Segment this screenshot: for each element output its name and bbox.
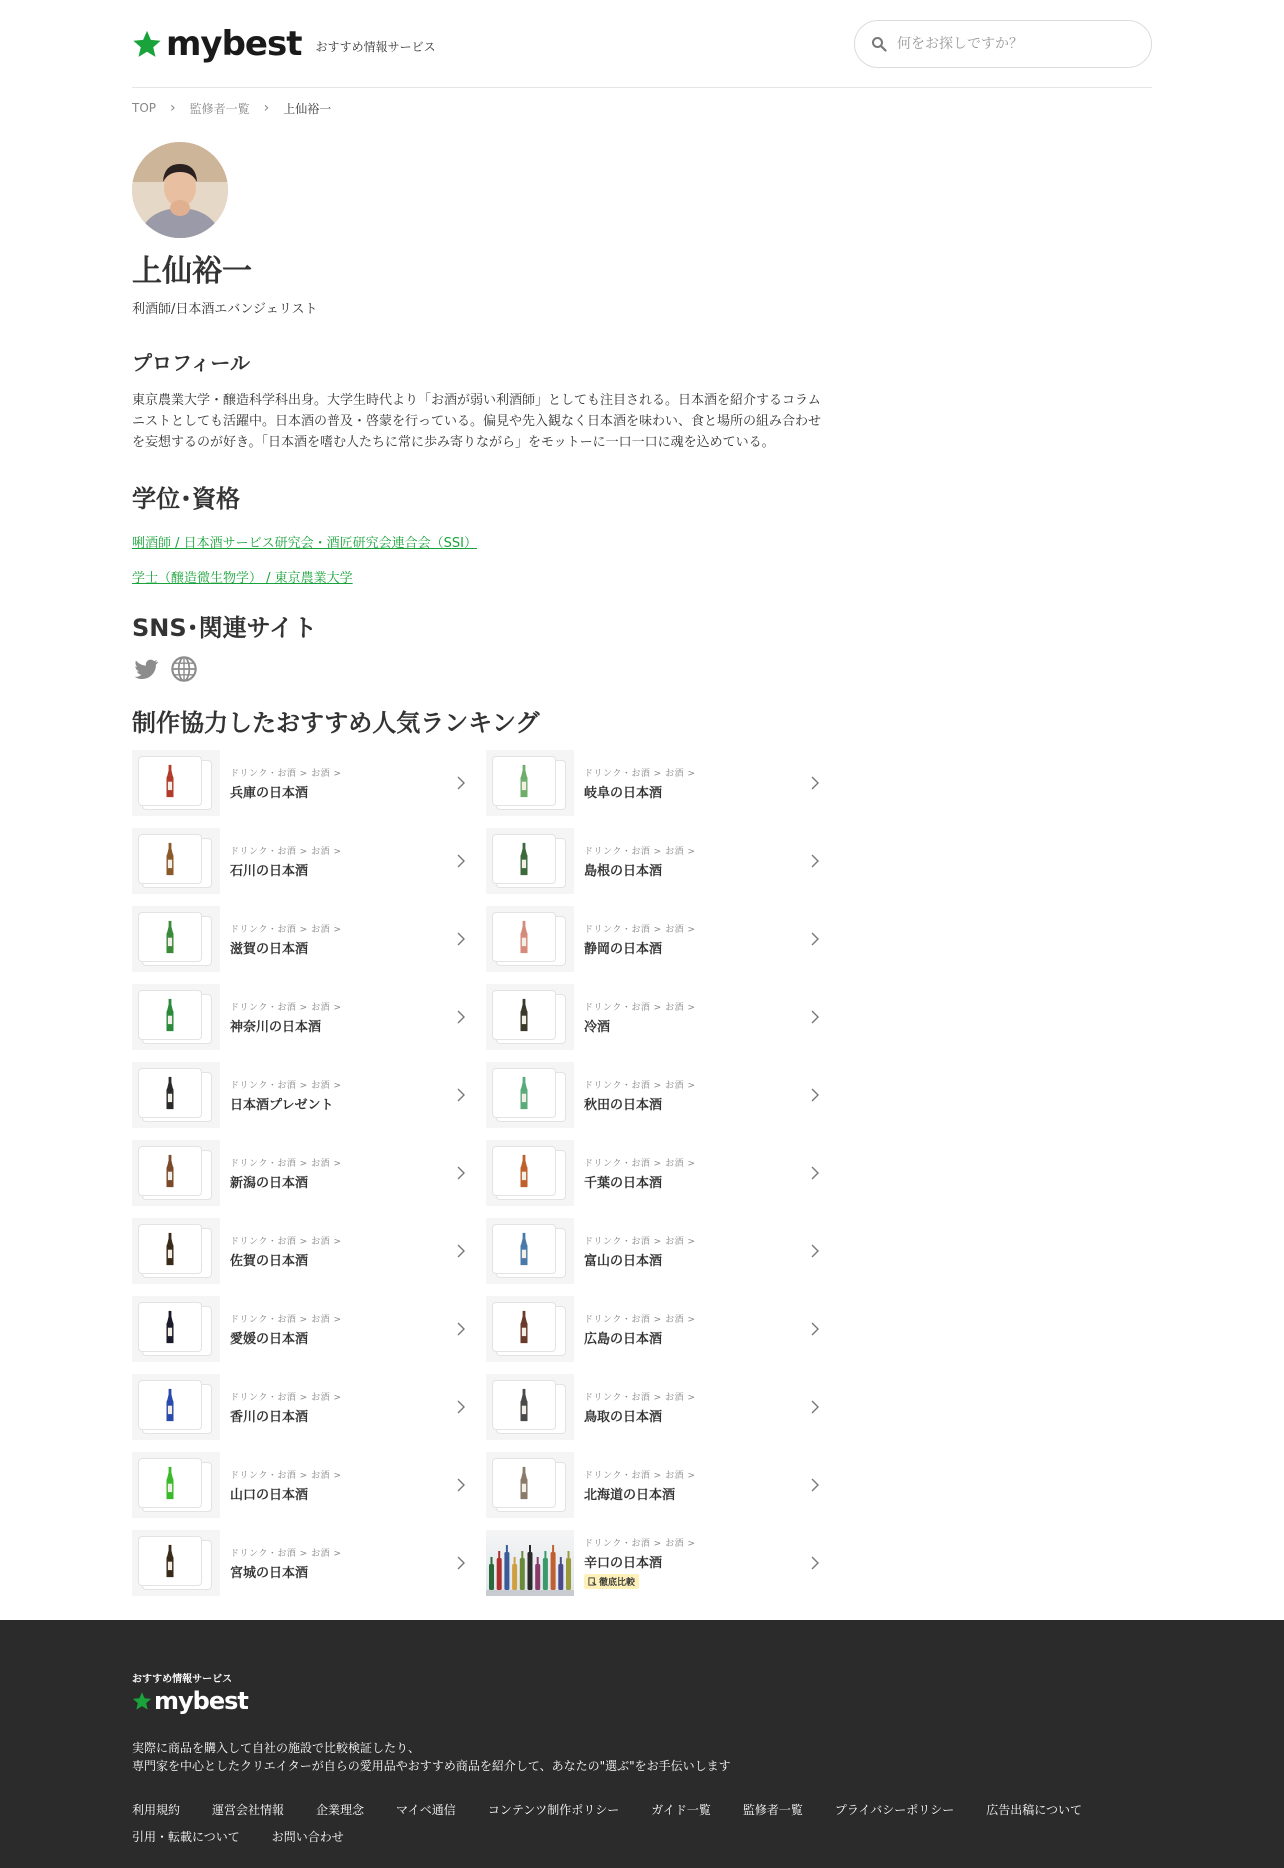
thumbnail-card-front xyxy=(492,1224,556,1274)
ranking-card-text xyxy=(230,1468,474,1503)
ranking-title: 辛口の日本酒 xyxy=(584,1556,663,1571)
chevron-right-icon xyxy=(810,1244,820,1258)
ranking-title: 千葉の日本酒 xyxy=(584,1175,663,1191)
chevron-right-icon xyxy=(456,1322,466,1336)
footer-tagline: おすすめ情報サービス xyxy=(132,1674,233,1685)
ranking-title: 滋賀の日本酒 xyxy=(230,941,309,957)
ranking-card[interactable] xyxy=(486,750,828,816)
search-input[interactable] xyxy=(897,36,1127,52)
sake-bottle-icon xyxy=(163,1463,177,1503)
site-footer xyxy=(0,1620,1284,1868)
avatar xyxy=(132,142,228,238)
footer-logo[interactable] xyxy=(132,1687,1152,1715)
ranking-thumbnail xyxy=(132,984,220,1050)
section-heading-sns: SNS･関連サイト xyxy=(132,614,317,642)
supervisor-name: 上仙裕一 xyxy=(132,254,252,289)
ranking-card[interactable] xyxy=(132,1140,474,1206)
category-breadcrumb: ドリンク・お酒 > お酒 > xyxy=(584,1158,696,1169)
ranking-thumbnail xyxy=(132,1140,220,1206)
ranking-thumbnail xyxy=(132,1374,220,1440)
sake-bottle-icon xyxy=(517,1073,531,1113)
footer-desc-line-2: 専門家を中心としたクリエイターが自らの愛用品やおすすめ商品を紹介して、あなたの"選ぶ"をお手伝いします xyxy=(132,1759,731,1773)
chevron-right-icon xyxy=(810,932,820,946)
category-breadcrumb: ドリンク・お酒 > お酒 > xyxy=(230,1548,342,1559)
ranking-title: 広島の日本酒 xyxy=(584,1331,663,1347)
footer-link[interactable]: マイベ通信 xyxy=(396,1803,456,1817)
ranking-thumbnail xyxy=(486,1452,574,1518)
ranking-card[interactable] xyxy=(132,828,474,894)
supervisor-title: 利酒師/日本酒エバンジェリスト xyxy=(132,302,318,317)
thumbnail-card-front xyxy=(492,1146,556,1196)
ranking-card[interactable] xyxy=(486,828,828,894)
ranking-card[interactable] xyxy=(132,1218,474,1284)
ranking-card-text xyxy=(230,766,474,801)
chevron-right-icon xyxy=(456,1166,466,1180)
category-breadcrumb: ドリンク・お酒 > お酒 > xyxy=(230,846,342,857)
ranking-card[interactable] xyxy=(486,1062,828,1128)
ranking-card[interactable] xyxy=(132,1296,474,1362)
ranking-card[interactable] xyxy=(486,906,828,972)
ranking-card[interactable] xyxy=(486,984,828,1050)
comparison-badge-label: 徹底比較 xyxy=(599,1578,636,1588)
thumbnail-card-front xyxy=(492,1380,556,1430)
chevron-right-icon xyxy=(456,1088,466,1102)
footer-link[interactable]: 利用規約 xyxy=(132,1803,181,1817)
category-breadcrumb: ドリンク・お酒 > お酒 > xyxy=(230,768,342,779)
section-heading-ranking: 制作協力したおすすめ人気ランキング xyxy=(132,709,540,737)
category-breadcrumb: ドリンク・お酒 > お酒 > xyxy=(584,1470,696,1481)
ranking-card[interactable] xyxy=(486,1218,828,1284)
breadcrumb-supervisors[interactable]: 監修者一覧 xyxy=(189,101,250,116)
category-breadcrumb: ドリンク・お酒 > お酒 > xyxy=(230,1392,342,1403)
ranking-card[interactable] xyxy=(132,984,474,1050)
ranking-thumbnail xyxy=(132,1452,220,1518)
ranking-card-text xyxy=(230,1390,474,1425)
thumbnail-card-front xyxy=(138,1068,202,1118)
ranking-card-text xyxy=(230,1546,474,1581)
chevron-right-icon xyxy=(456,854,466,868)
ranking-thumbnail xyxy=(486,1062,574,1128)
ranking-card-text xyxy=(584,1078,828,1113)
ranking-title: 神奈川の日本酒 xyxy=(230,1019,322,1035)
ranking-card[interactable] xyxy=(486,1296,828,1362)
chevron-right-icon xyxy=(456,1010,466,1024)
chevron-right-icon xyxy=(810,1478,820,1492)
chevron-right-icon xyxy=(810,1556,820,1570)
thumbnail-card-front xyxy=(138,1536,202,1586)
footer-link[interactable]: 監修者一覧 xyxy=(742,1803,803,1817)
thumbnail-card-front xyxy=(492,912,556,962)
ranking-card-text xyxy=(584,1468,828,1503)
thumbnail-card-front xyxy=(492,834,556,884)
category-breadcrumb: ドリンク・お酒 > お酒 > xyxy=(584,1314,696,1325)
chevron-right-icon xyxy=(810,1400,820,1414)
ranking-card-text xyxy=(230,922,474,957)
ranking-card[interactable] xyxy=(132,1452,474,1518)
ranking-title: 鳥取の日本酒 xyxy=(584,1409,663,1425)
ranking-thumbnail xyxy=(132,750,220,816)
ranking-card[interactable] xyxy=(486,1140,828,1206)
ranking-title: 岐阜の日本酒 xyxy=(584,785,663,801)
footer-link[interactable]: プライバシーポリシー xyxy=(834,1803,955,1817)
sake-bottle-icon xyxy=(163,995,177,1035)
category-breadcrumb: ドリンク・お酒 > お酒 > xyxy=(230,1080,342,1091)
chevron-right-icon xyxy=(456,1400,466,1414)
ranking-thumbnail xyxy=(486,984,574,1050)
chevron-right-icon xyxy=(810,854,820,868)
chevron-right-icon xyxy=(810,776,820,790)
footer-link[interactable]: お問い合わせ xyxy=(271,1830,344,1844)
thumbnail-card-front xyxy=(138,834,202,884)
ranking-thumbnail xyxy=(132,906,220,972)
site-tagline: おすすめ情報サービス xyxy=(315,40,436,54)
category-breadcrumb: ドリンク・お酒 > お酒 > xyxy=(230,1002,342,1013)
category-breadcrumb: ドリンク・お酒 > お酒 > xyxy=(230,1236,342,1247)
chevron-right-icon xyxy=(456,776,466,790)
thumbnail-card-front xyxy=(138,912,202,962)
search-icon xyxy=(871,36,887,52)
chevron-right-icon xyxy=(456,932,466,946)
ranking-card[interactable] xyxy=(132,1374,474,1440)
thumbnail-card-front xyxy=(138,1458,202,1508)
ranking-thumbnail xyxy=(132,828,220,894)
breadcrumb-top[interactable]: TOP xyxy=(132,101,157,115)
site-logo[interactable] xyxy=(132,24,301,64)
ranking-title: 島根の日本酒 xyxy=(584,863,663,879)
twitter-icon[interactable] xyxy=(132,655,160,683)
sake-bottle-icon xyxy=(517,1463,531,1503)
sake-bottle-icon xyxy=(163,1307,177,1347)
qualification-link-ssi[interactable]: 唎酒師 / 日本酒サービス研究会・酒匠研究会連合会（SSI） xyxy=(132,536,477,551)
ranking-card-text xyxy=(230,844,474,879)
category-breadcrumb: ドリンク・お酒 > お酒 > xyxy=(584,1002,696,1013)
sake-bottle-icon xyxy=(517,1229,531,1269)
search-box[interactable] xyxy=(854,20,1152,68)
footer-link[interactable]: 運営会社情報 xyxy=(212,1803,285,1817)
sake-bottle-icon xyxy=(163,839,177,879)
sake-bottle-icon xyxy=(517,995,531,1035)
ranking-card-text xyxy=(230,1156,474,1191)
thumbnail-card-front xyxy=(138,1380,202,1430)
qualification-link-degree[interactable]: 学士（醸造微生物学） / 東京農業大学 xyxy=(132,571,353,586)
product-group-photo xyxy=(486,1530,574,1596)
category-breadcrumb: ドリンク・お酒 > お酒 > xyxy=(230,1470,342,1481)
ranking-title: 宮城の日本酒 xyxy=(230,1565,309,1581)
category-breadcrumb: ドリンク・お酒 > お酒 > xyxy=(584,1392,696,1403)
sake-bottle-icon xyxy=(517,1385,531,1425)
footer-link[interactable]: 引用・転載について xyxy=(132,1830,240,1844)
ranking-card[interactable] xyxy=(486,1374,828,1440)
chevron-right-icon: › xyxy=(263,100,270,116)
ranking-grid xyxy=(132,750,828,1596)
footer-link[interactable]: コンテンツ制作ポリシー xyxy=(487,1803,620,1817)
ranking-card[interactable] xyxy=(486,1452,828,1518)
sake-bottle-icon xyxy=(517,839,531,879)
category-breadcrumb: ドリンク・お酒 > お酒 > xyxy=(584,1080,696,1091)
ranking-card[interactable] xyxy=(486,1530,828,1596)
category-breadcrumb: ドリンク・お酒 > お酒 > xyxy=(584,846,696,857)
sake-bottle-icon xyxy=(163,1385,177,1425)
footer-description xyxy=(132,1739,1152,1775)
ranking-title: 石川の日本酒 xyxy=(230,863,309,879)
ranking-title: 北海道の日本酒 xyxy=(584,1487,676,1503)
thumbnail-card-front xyxy=(492,756,556,806)
ranking-title: 香川の日本酒 xyxy=(230,1409,309,1425)
sake-bottle-icon xyxy=(163,1151,177,1191)
thumbnail-card-front xyxy=(492,1302,556,1352)
thumbnail-card-front xyxy=(138,1302,202,1352)
comparison-badge xyxy=(584,1574,639,1589)
category-breadcrumb: ドリンク・お酒 > お酒 > xyxy=(584,924,696,935)
section-heading-profile: プロフィール xyxy=(132,351,250,375)
category-breadcrumb: ドリンク・お酒 > お酒 > xyxy=(230,1158,342,1169)
ranking-thumbnail xyxy=(486,1218,574,1284)
ranking-title: 山口の日本酒 xyxy=(230,1487,309,1503)
chevron-right-icon xyxy=(456,1478,466,1492)
ranking-title: 日本酒プレゼント xyxy=(230,1097,334,1113)
ranking-title: 佐賀の日本酒 xyxy=(230,1253,309,1269)
sake-bottle-icon xyxy=(517,761,531,801)
footer-logo-text: mybest xyxy=(154,1687,248,1715)
thumbnail-card-front xyxy=(138,990,202,1040)
ranking-card[interactable] xyxy=(132,1530,474,1596)
ranking-thumbnail xyxy=(486,1140,574,1206)
ranking-title: 静岡の日本酒 xyxy=(584,941,663,957)
sake-bottle-icon xyxy=(517,917,531,957)
ranking-thumbnail xyxy=(132,1062,220,1128)
ranking-card[interactable] xyxy=(132,750,474,816)
ranking-thumbnail xyxy=(486,1296,574,1362)
ranking-thumbnail xyxy=(132,1218,220,1284)
ranking-card-text xyxy=(584,1156,828,1191)
sake-bottle-icon xyxy=(517,1307,531,1347)
ranking-card-text xyxy=(584,922,828,957)
ranking-card[interactable] xyxy=(132,1062,474,1128)
ranking-title: 兵庫の日本酒 xyxy=(230,785,309,801)
footer-desc-line-1: 実際に商品を購入して自社の施設で比較検証したり、 xyxy=(132,1741,421,1755)
chevron-right-icon xyxy=(810,1166,820,1180)
chevron-right-icon xyxy=(456,1244,466,1258)
chevron-right-icon xyxy=(810,1088,820,1102)
chevron-right-icon xyxy=(810,1322,820,1336)
ranking-card-text xyxy=(584,1390,828,1425)
ranking-card-text xyxy=(584,1000,828,1035)
section-heading-qualifications: 学位･資格 xyxy=(132,485,240,513)
footer-link[interactable]: ガイド一覧 xyxy=(651,1803,711,1817)
breadcrumb-current: 上仙裕一 xyxy=(283,101,332,116)
ranking-card-text xyxy=(230,1000,474,1035)
ranking-title: 愛媛の日本酒 xyxy=(230,1331,309,1347)
ranking-card-text xyxy=(584,766,828,801)
sake-bottle-icon xyxy=(163,1229,177,1269)
site-header xyxy=(132,0,1152,88)
ranking-title: 富山の日本酒 xyxy=(584,1253,663,1269)
ranking-thumbnail xyxy=(132,1530,220,1596)
logo-text: mybest xyxy=(166,23,302,64)
ranking-thumbnail xyxy=(486,828,574,894)
chevron-right-icon xyxy=(456,1556,466,1570)
ranking-card-text xyxy=(584,1312,828,1347)
category-breadcrumb: ドリンク・お酒 > お酒 > xyxy=(584,768,696,779)
ranking-card-text xyxy=(230,1312,474,1347)
breadcrumb xyxy=(132,88,1152,128)
star-icon xyxy=(132,29,162,59)
sns-icons xyxy=(132,655,1152,683)
ranking-card[interactable] xyxy=(132,906,474,972)
ranking-card-text xyxy=(584,1234,828,1269)
footer-link[interactable]: 広告出稿について xyxy=(986,1803,1083,1817)
footer-links xyxy=(132,1801,1152,1845)
category-breadcrumb: ドリンク・お酒 > お酒 > xyxy=(230,1314,342,1325)
sake-bottle-icon xyxy=(163,1073,177,1113)
sake-bottle-icon xyxy=(517,1151,531,1191)
ranking-title: 新潟の日本酒 xyxy=(230,1175,309,1191)
ranking-thumbnail xyxy=(132,1296,220,1362)
star-icon xyxy=(132,1691,152,1711)
sake-bottle-icon xyxy=(163,761,177,801)
globe-icon[interactable] xyxy=(170,655,198,683)
sake-bottle-icon xyxy=(163,1541,177,1581)
ranking-thumbnail xyxy=(486,1530,574,1596)
ranking-card-text xyxy=(230,1078,474,1113)
profile-text: 東京農業大学・醸造科学科出身。大学生時代より「お酒が弱い利酒師」としても注目される。日本酒を紹介するコラムニストとしても活躍中。日本酒の普及・啓蒙を行っている。偏見や先入観なく日本酒を味わい、食と場所の組み合わせを妄想するのが好き。「日本酒を嗜む人たちに常に歩み寄りながら」をモットーに一口一口に魂を込めている。 xyxy=(132,393,822,450)
ranking-thumbnail xyxy=(486,906,574,972)
ranking-thumbnail xyxy=(486,750,574,816)
thumbnail-card-front xyxy=(138,756,202,806)
category-breadcrumb: ドリンク・お酒 > お酒 > xyxy=(584,1236,696,1247)
ranking-title: 秋田の日本酒 xyxy=(584,1097,663,1113)
thumbnail-card-front xyxy=(492,990,556,1040)
thumbnail-card-front xyxy=(138,1146,202,1196)
category-breadcrumb: ドリンク・お酒 > お酒 > xyxy=(230,924,342,935)
test-icon xyxy=(588,1577,597,1586)
ranking-card-text xyxy=(584,1536,828,1590)
ranking-card-text xyxy=(230,1234,474,1269)
thumbnail-card-front xyxy=(138,1224,202,1274)
avatar-photo xyxy=(132,142,228,238)
ranking-card-text xyxy=(584,844,828,879)
chevron-right-icon xyxy=(810,1010,820,1024)
sake-bottle-icon xyxy=(163,917,177,957)
ranking-thumbnail xyxy=(486,1374,574,1440)
ranking-title: 冷酒 xyxy=(584,1019,611,1035)
chevron-right-icon: › xyxy=(170,100,176,116)
category-breadcrumb: ドリンク・お酒 > お酒 > xyxy=(584,1539,696,1549)
thumbnail-card-front xyxy=(492,1458,556,1508)
thumbnail-card-front xyxy=(492,1068,556,1118)
footer-link[interactable]: 企業理念 xyxy=(316,1803,365,1817)
